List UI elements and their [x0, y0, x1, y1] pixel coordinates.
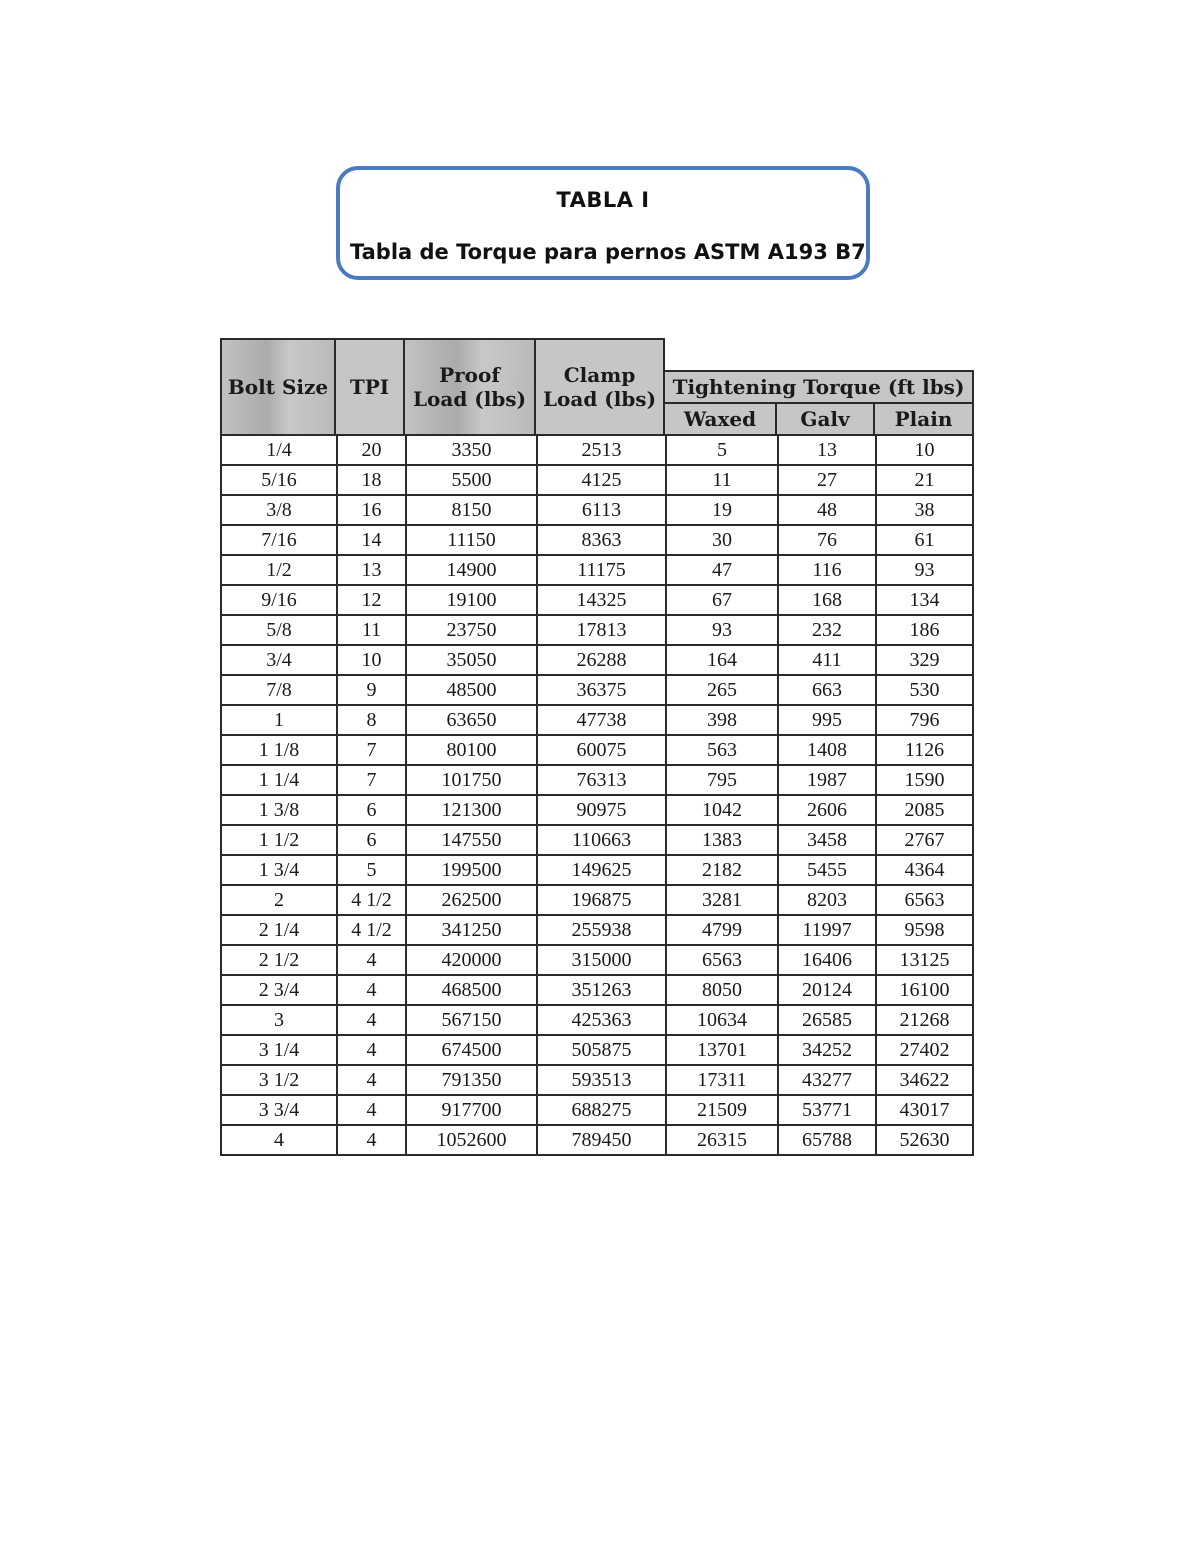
cell-plain: 10: [876, 435, 973, 465]
cell-plain: 9598: [876, 915, 973, 945]
header-galv-label: Galv: [800, 407, 850, 431]
cell-clamp-load: 76313: [537, 765, 666, 795]
cell-clamp-load: 47738: [537, 705, 666, 735]
cell-clamp-load: 60075: [537, 735, 666, 765]
header-waxed: [663, 402, 777, 436]
table-row: [221, 795, 973, 825]
header-clamp-load-line1: Clamp: [563, 363, 636, 387]
table-body: [220, 434, 974, 1156]
cell-plain: 61: [876, 525, 973, 555]
cell-tpi: 9: [337, 675, 406, 705]
header-tpi-label: TPI: [349, 375, 390, 399]
cell-bolt-size: 2 1/4: [221, 915, 337, 945]
cell-waxed: 19: [666, 495, 778, 525]
cell-proof-load: 48500: [406, 675, 537, 705]
cell-proof-load: 35050: [406, 645, 537, 675]
header-galv: [775, 402, 875, 436]
cell-galv: 995: [778, 705, 876, 735]
cell-waxed: 8050: [666, 975, 778, 1005]
table-row: [221, 735, 973, 765]
header-proof-load-line2: Load (lbs): [412, 387, 527, 411]
cell-waxed: 1042: [666, 795, 778, 825]
cell-clamp-load: 4125: [537, 465, 666, 495]
cell-galv: 168: [778, 585, 876, 615]
cell-galv: 411: [778, 645, 876, 675]
cell-bolt-size: 7/8: [221, 675, 337, 705]
table-row: [221, 825, 973, 855]
cell-galv: 116: [778, 555, 876, 585]
table-row: [221, 1095, 973, 1125]
cell-waxed: 67: [666, 585, 778, 615]
cell-bolt-size: 7/16: [221, 525, 337, 555]
cell-galv: 13: [778, 435, 876, 465]
cell-galv: 43277: [778, 1065, 876, 1095]
cell-waxed: 17311: [666, 1065, 778, 1095]
cell-galv: 76: [778, 525, 876, 555]
cell-proof-load: 199500: [406, 855, 537, 885]
header-bolt-size-label: Bolt Size: [227, 375, 329, 399]
torque-table: [220, 338, 974, 1208]
cell-plain: 93: [876, 555, 973, 585]
cell-waxed: 2182: [666, 855, 778, 885]
cell-galv: 2606: [778, 795, 876, 825]
cell-waxed: 93: [666, 615, 778, 645]
cell-waxed: 795: [666, 765, 778, 795]
cell-clamp-load: 505875: [537, 1035, 666, 1065]
cell-galv: 8203: [778, 885, 876, 915]
cell-galv: 1987: [778, 765, 876, 795]
cell-galv: 663: [778, 675, 876, 705]
cell-tpi: 5: [337, 855, 406, 885]
cell-plain: 1126: [876, 735, 973, 765]
cell-tpi: 6: [337, 825, 406, 855]
cell-bolt-size: 5/16: [221, 465, 337, 495]
header-waxed-label: Waxed: [683, 407, 757, 431]
cell-plain: 21: [876, 465, 973, 495]
cell-waxed: 164: [666, 645, 778, 675]
cell-tpi: 4: [337, 1035, 406, 1065]
cell-bolt-size: 4: [221, 1125, 337, 1155]
cell-galv: 5455: [778, 855, 876, 885]
header-proof-load-line1: Proof: [439, 363, 500, 387]
cell-proof-load: 14900: [406, 555, 537, 585]
cell-clamp-load: 789450: [537, 1125, 666, 1155]
table-row: [221, 645, 973, 675]
cell-plain: 1590: [876, 765, 973, 795]
cell-proof-load: 5500: [406, 465, 537, 495]
cell-waxed: 30: [666, 525, 778, 555]
cell-tpi: 10: [337, 645, 406, 675]
cell-bolt-size: 3/8: [221, 495, 337, 525]
cell-clamp-load: 196875: [537, 885, 666, 915]
cell-plain: 134: [876, 585, 973, 615]
cell-proof-load: 674500: [406, 1035, 537, 1065]
cell-galv: 1408: [778, 735, 876, 765]
cell-plain: 6563: [876, 885, 973, 915]
cell-waxed: 6563: [666, 945, 778, 975]
cell-plain: 4364: [876, 855, 973, 885]
cell-bolt-size: 1/2: [221, 555, 337, 585]
cell-bolt-size: 1 1/2: [221, 825, 337, 855]
table-title: TABLA I: [556, 188, 650, 212]
cell-plain: 16100: [876, 975, 973, 1005]
cell-clamp-load: 593513: [537, 1065, 666, 1095]
cell-proof-load: 101750: [406, 765, 537, 795]
title-box: [336, 166, 870, 280]
cell-bolt-size: 1 1/8: [221, 735, 337, 765]
cell-tpi: 20: [337, 435, 406, 465]
header-clamp-load-line2: Load (lbs): [542, 387, 657, 411]
cell-galv: 232: [778, 615, 876, 645]
header-tightening-torque-label: Tightening Torque (ft lbs): [672, 375, 965, 399]
header-tightening-torque: [663, 370, 974, 404]
table-row: [221, 1065, 973, 1095]
cell-clamp-load: 36375: [537, 675, 666, 705]
cell-proof-load: 468500: [406, 975, 537, 1005]
cell-tpi: 16: [337, 495, 406, 525]
table-row: [221, 525, 973, 555]
header-proof-load: [403, 338, 536, 436]
cell-galv: 48: [778, 495, 876, 525]
cell-tpi: 6: [337, 795, 406, 825]
cell-plain: 2085: [876, 795, 973, 825]
cell-bolt-size: 3: [221, 1005, 337, 1035]
cell-clamp-load: 26288: [537, 645, 666, 675]
table-row: [221, 705, 973, 735]
cell-bolt-size: 2 1/2: [221, 945, 337, 975]
cell-clamp-load: 8363: [537, 525, 666, 555]
table-row: [221, 975, 973, 1005]
cell-clamp-load: 255938: [537, 915, 666, 945]
cell-plain: 13125: [876, 945, 973, 975]
cell-waxed: 13701: [666, 1035, 778, 1065]
cell-clamp-load: 425363: [537, 1005, 666, 1035]
cell-clamp-load: 351263: [537, 975, 666, 1005]
cell-tpi: 7: [337, 765, 406, 795]
cell-galv: 20124: [778, 975, 876, 1005]
header-plain-label: Plain: [894, 407, 953, 431]
cell-proof-load: 147550: [406, 825, 537, 855]
table-rows: [221, 435, 973, 1155]
header-tpi: [334, 338, 405, 436]
cell-waxed: 5: [666, 435, 778, 465]
cell-tpi: 4: [337, 1125, 406, 1155]
cell-bolt-size: 1 3/4: [221, 855, 337, 885]
cell-galv: 65788: [778, 1125, 876, 1155]
cell-waxed: 26315: [666, 1125, 778, 1155]
cell-bolt-size: 3 1/2: [221, 1065, 337, 1095]
cell-bolt-size: 1 1/4: [221, 765, 337, 795]
cell-tpi: 12: [337, 585, 406, 615]
cell-galv: 11997: [778, 915, 876, 945]
cell-plain: 27402: [876, 1035, 973, 1065]
cell-tpi: 4: [337, 1065, 406, 1095]
table-row: [221, 885, 973, 915]
cell-galv: 3458: [778, 825, 876, 855]
cell-waxed: 47: [666, 555, 778, 585]
cell-proof-load: 262500: [406, 885, 537, 915]
cell-bolt-size: 2 3/4: [221, 975, 337, 1005]
cell-bolt-size: 1/4: [221, 435, 337, 465]
table-row: [221, 435, 973, 465]
cell-waxed: 4799: [666, 915, 778, 945]
cell-galv: 16406: [778, 945, 876, 975]
table-row: [221, 1035, 973, 1065]
table-row: [221, 675, 973, 705]
cell-tpi: 8: [337, 705, 406, 735]
cell-plain: 329: [876, 645, 973, 675]
header-bolt-size: [220, 338, 336, 436]
cell-tpi: 14: [337, 525, 406, 555]
cell-bolt-size: 1: [221, 705, 337, 735]
cell-waxed: 265: [666, 675, 778, 705]
cell-waxed: 563: [666, 735, 778, 765]
cell-bolt-size: 3 3/4: [221, 1095, 337, 1125]
cell-proof-load: 80100: [406, 735, 537, 765]
cell-tpi: 4: [337, 1005, 406, 1035]
cell-proof-load: 121300: [406, 795, 537, 825]
table-body-wrap: [220, 434, 972, 1156]
cell-plain: 21268: [876, 1005, 973, 1035]
cell-galv: 27: [778, 465, 876, 495]
cell-proof-load: 19100: [406, 585, 537, 615]
cell-bolt-size: 5/8: [221, 615, 337, 645]
cell-tpi: 4 1/2: [337, 885, 406, 915]
cell-galv: 34252: [778, 1035, 876, 1065]
cell-clamp-load: 149625: [537, 855, 666, 885]
cell-plain: 796: [876, 705, 973, 735]
cell-clamp-load: 2513: [537, 435, 666, 465]
cell-proof-load: 567150: [406, 1005, 537, 1035]
cell-bolt-size: 1 3/8: [221, 795, 337, 825]
cell-bolt-size: 2: [221, 885, 337, 915]
table-row: [221, 945, 973, 975]
cell-plain: 52630: [876, 1125, 973, 1155]
table-row: [221, 555, 973, 585]
cell-plain: 186: [876, 615, 973, 645]
cell-proof-load: 1052600: [406, 1125, 537, 1155]
table-row: [221, 615, 973, 645]
cell-clamp-load: 14325: [537, 585, 666, 615]
cell-plain: 2767: [876, 825, 973, 855]
header-plain: [873, 402, 974, 436]
table-row: [221, 1005, 973, 1035]
table-row: [221, 465, 973, 495]
cell-waxed: 10634: [666, 1005, 778, 1035]
cell-galv: 53771: [778, 1095, 876, 1125]
cell-proof-load: 8150: [406, 495, 537, 525]
cell-waxed: 3281: [666, 885, 778, 915]
cell-clamp-load: 90975: [537, 795, 666, 825]
table-row: [221, 855, 973, 885]
cell-clamp-load: 315000: [537, 945, 666, 975]
table-subtitle: Tabla de Torque para pernos ASTM A193 B7: [350, 240, 866, 264]
cell-proof-load: 917700: [406, 1095, 537, 1125]
table-row: [221, 765, 973, 795]
cell-tpi: 4: [337, 975, 406, 1005]
cell-tpi: 18: [337, 465, 406, 495]
cell-proof-load: 63650: [406, 705, 537, 735]
table-row: [221, 915, 973, 945]
cell-bolt-size: 9/16: [221, 585, 337, 615]
cell-clamp-load: 110663: [537, 825, 666, 855]
cell-waxed: 1383: [666, 825, 778, 855]
cell-galv: 26585: [778, 1005, 876, 1035]
table-row: [221, 1125, 973, 1155]
cell-proof-load: 791350: [406, 1065, 537, 1095]
cell-plain: 38: [876, 495, 973, 525]
cell-proof-load: 341250: [406, 915, 537, 945]
cell-tpi: 4 1/2: [337, 915, 406, 945]
cell-clamp-load: 6113: [537, 495, 666, 525]
cell-tpi: 4: [337, 945, 406, 975]
cell-tpi: 13: [337, 555, 406, 585]
cell-tpi: 7: [337, 735, 406, 765]
cell-clamp-load: 17813: [537, 615, 666, 645]
cell-bolt-size: 3/4: [221, 645, 337, 675]
cell-tpi: 11: [337, 615, 406, 645]
table-row: [221, 495, 973, 525]
cell-proof-load: 23750: [406, 615, 537, 645]
cell-tpi: 4: [337, 1095, 406, 1125]
cell-waxed: 398: [666, 705, 778, 735]
table-row: [221, 585, 973, 615]
cell-proof-load: 11150: [406, 525, 537, 555]
cell-waxed: 11: [666, 465, 778, 495]
cell-bolt-size: 3 1/4: [221, 1035, 337, 1065]
header-clamp-load: [534, 338, 665, 436]
cell-waxed: 21509: [666, 1095, 778, 1125]
cell-proof-load: 3350: [406, 435, 537, 465]
cell-clamp-load: 688275: [537, 1095, 666, 1125]
cell-plain: 34622: [876, 1065, 973, 1095]
cell-proof-load: 420000: [406, 945, 537, 975]
cell-plain: 530: [876, 675, 973, 705]
cell-clamp-load: 11175: [537, 555, 666, 585]
cell-plain: 43017: [876, 1095, 973, 1125]
